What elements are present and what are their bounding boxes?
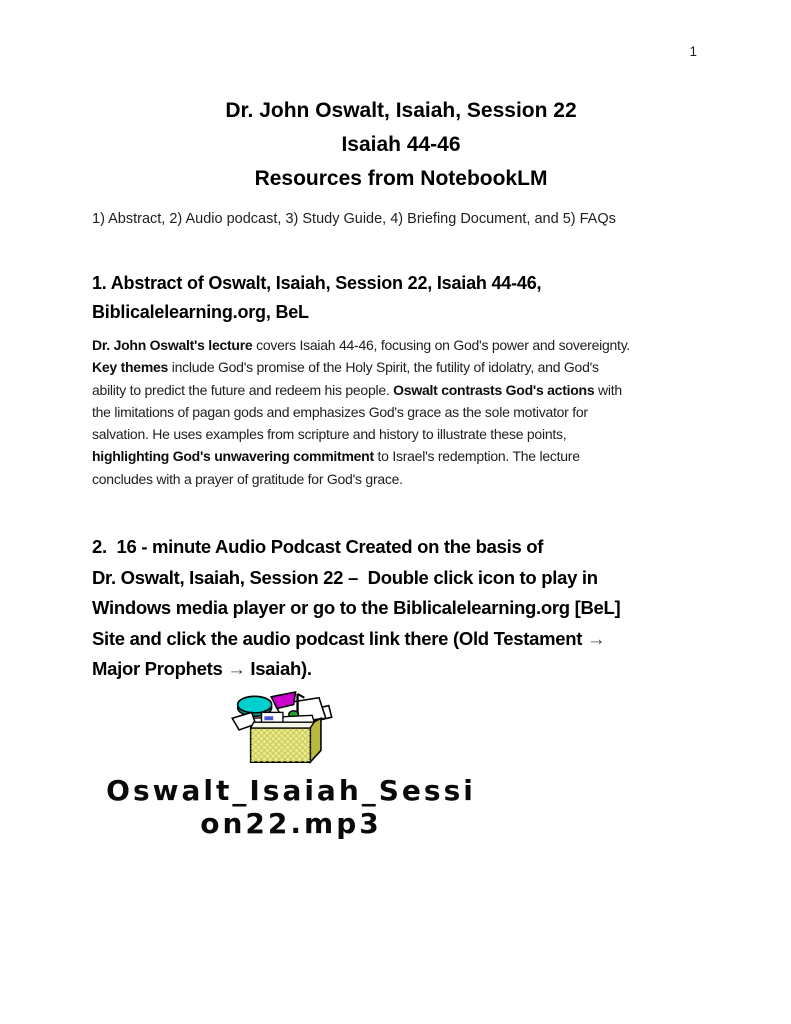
document-title	[92, 94, 710, 196]
section2-heading-line: Dr. Oswalt, Isaiah, Session 22 – Double click icon to play in	[92, 566, 598, 588]
resource-list-line: 1) Abstract, 2) Audio podcast, 3) Study Guide, 4) Briefing Document, and 5) FAQs	[92, 211, 616, 227]
section2-heading-line: 2. 16 - minute Audio Podcast Created on the basis of	[92, 536, 544, 558]
abstract-line: salvation. He uses examples from scripture and history to illustrate these points,	[92, 426, 567, 443]
abstract-line: ability to predict the future and redeem his people. Oswalt contrasts God's actions with	[92, 381, 622, 398]
section1-heading-line: Biblicalelearning.org, BeL	[92, 302, 309, 322]
media-filename-caption	[92, 774, 490, 840]
section2-heading-line: Windows media player or go to the Biblicalelearning.org [BeL]	[92, 597, 621, 619]
title-line: Resources from NotebookLM	[254, 167, 548, 190]
embedded-audio-object[interactable]	[92, 689, 710, 840]
abstract-line: the limitations of pagan gods and emphasizes God's grace as the sole motivator for	[92, 403, 588, 420]
media-package-icon[interactable]	[226, 689, 334, 767]
page-content	[92, 0, 710, 840]
page-number: 1	[689, 44, 697, 59]
media-filename-line: Oswalt_Isaiah_Sessi	[106, 773, 476, 807]
bold-run: Key themes	[92, 359, 169, 376]
section1-heading-line: 1. Abstract of Oswalt, Isaiah, Session 22, Isaiah 44-46,	[92, 273, 542, 293]
abstract-line: Dr. John Oswalt's lecture covers Isaiah 44-46, focusing on God's power and sovereignty.	[92, 337, 631, 353]
abstract-paragraph	[92, 334, 710, 490]
section2-heading-line: Site and click the audio podcast link there (Old Testament →	[92, 627, 606, 649]
title-line: Dr. John Oswalt, Isaiah, Session 22	[225, 99, 577, 122]
bold-run: Oswalt contrasts God's actions	[393, 381, 595, 398]
section2-heading-line: Major Prophets → Isaiah).	[92, 658, 312, 680]
title-line: Isaiah 44-46	[341, 133, 461, 156]
section1-heading	[92, 269, 710, 327]
arrow-glyph: →	[586, 627, 606, 649]
bold-run: highlighting God's unwavering commitment	[92, 448, 374, 465]
section2-heading	[92, 532, 710, 685]
bold-run: Dr. John Oswalt's lecture	[92, 337, 253, 353]
abstract-line: highlighting God's unwavering commitment to Israel's redemption. The lecture	[92, 448, 580, 465]
abstract-line: Key themes include God's promise of the Holy Spirit, the futility of idolatry, and God's	[92, 359, 599, 376]
arrow-glyph: →	[227, 658, 246, 680]
media-filename-line: on22.mp3	[200, 806, 382, 840]
abstract-line: concludes with a prayer of gratitude for God's grace.	[92, 470, 403, 487]
